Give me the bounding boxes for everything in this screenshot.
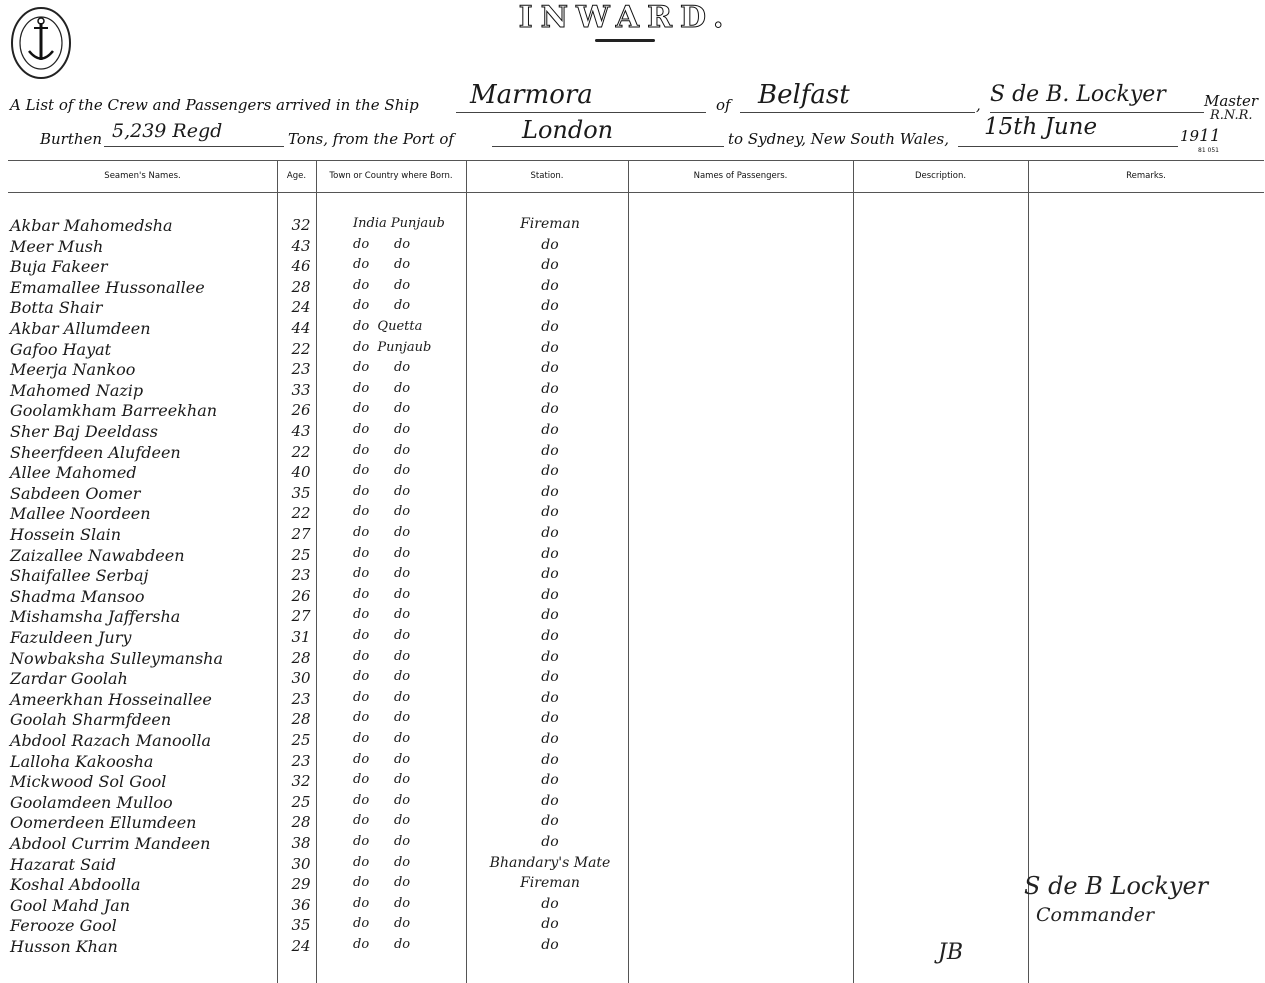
seaman-birthplace: do do xyxy=(353,277,411,293)
ship-field xyxy=(456,80,706,113)
department-seal xyxy=(10,6,72,81)
seaman-age: 28 xyxy=(291,813,311,832)
seaman-birthplace: do do xyxy=(353,607,411,623)
table-row xyxy=(8,937,1264,958)
master-suffix: R.N.R. xyxy=(1210,108,1253,123)
seaman-station: do xyxy=(541,360,559,377)
seaman-station: do xyxy=(541,442,559,459)
anchor-seal-icon xyxy=(10,6,72,81)
seaman-name: Oomerdeen Ellumdeen xyxy=(10,813,197,833)
seaman-name: Lalloha Kakoosha xyxy=(10,751,154,771)
seaman-birthplace: do do xyxy=(353,834,411,849)
arrival-date: 15th June xyxy=(984,114,1098,140)
seaman-birthplace: do Punjaub xyxy=(353,339,432,355)
seaman-station: do xyxy=(541,586,559,603)
list-intro: A List of the Crew and Passengers arrived in the Ship xyxy=(10,96,419,114)
initials-mark: JB xyxy=(938,940,963,965)
seaman-station: do xyxy=(541,669,559,686)
seaman-name: Sabdeen Oomer xyxy=(10,483,141,503)
form-number: 81 051 xyxy=(1198,147,1219,154)
seaman-station: do xyxy=(541,813,559,830)
seaman-age: 30 xyxy=(291,669,311,688)
seaman-name: Meerja Nankoo xyxy=(10,360,136,380)
seaman-birthplace: do do xyxy=(353,422,411,437)
seaman-station: do xyxy=(541,504,559,521)
seaman-birthplace: do do xyxy=(353,648,411,664)
table-row xyxy=(8,587,1264,608)
title-text: INWARD. xyxy=(518,0,732,35)
seaman-birthplace: do do xyxy=(353,463,411,479)
seaman-name: Sheerfdeen Alufdeen xyxy=(10,442,181,462)
seaman-name: Akbar Allumdeen xyxy=(10,319,151,338)
seaman-station: do xyxy=(541,401,559,418)
seaman-station: do xyxy=(541,277,559,294)
seaman-birthplace: do do xyxy=(353,792,411,808)
header-age: Age. xyxy=(286,171,307,181)
seaman-name: Zaizallee Nawabdeen xyxy=(10,545,185,565)
table-row xyxy=(8,278,1264,299)
seaman-age: 40 xyxy=(291,463,311,482)
seaman-birthplace: do do xyxy=(353,586,411,602)
seaman-age: 31 xyxy=(291,628,311,646)
seaman-age: 27 xyxy=(291,607,311,626)
seaman-name: Koshal Abdoolla xyxy=(10,875,141,895)
seaman-name: Gafoo Hayat xyxy=(10,339,112,359)
header-station: Station. xyxy=(530,171,564,181)
table-row xyxy=(8,463,1264,484)
seaman-name: Mallee Noordeen xyxy=(10,504,151,524)
seaman-station: do xyxy=(541,607,559,624)
seaman-station: do xyxy=(541,566,559,583)
seaman-birthplace: India Punjaub xyxy=(353,216,445,231)
seaman-age: 22 xyxy=(291,339,311,358)
burthen-value: 5,239 Regd xyxy=(112,120,223,142)
table-row xyxy=(8,607,1264,628)
seaman-name: Hazarat Said xyxy=(10,854,117,874)
seaman-station: do xyxy=(541,792,559,809)
seaman-birthplace: do do xyxy=(353,545,411,561)
seaman-station: do xyxy=(541,689,559,706)
table-row xyxy=(8,710,1264,731)
table-row xyxy=(8,628,1264,649)
seaman-birthplace: do do xyxy=(353,772,411,788)
seaman-age: 26 xyxy=(291,586,311,605)
date-field xyxy=(958,114,1178,147)
seaman-age: 44 xyxy=(291,319,311,337)
seaman-birthplace: do do xyxy=(353,525,411,540)
table-row xyxy=(8,752,1264,773)
commander-signature: S de B Lockyer xyxy=(1024,872,1209,900)
seaman-birthplace: do do xyxy=(353,504,411,520)
seaman-station: do xyxy=(541,319,559,335)
seaman-name: Abdool Razach Manoolla xyxy=(10,731,212,750)
seaman-station: do xyxy=(541,545,559,562)
header-bottom-rule xyxy=(8,192,1264,193)
table-row xyxy=(8,566,1264,587)
seaman-name: Mahomed Nazip xyxy=(10,380,144,400)
seaman-name: Mickwood Sol Gool xyxy=(10,772,167,792)
seaman-age: 28 xyxy=(291,277,311,296)
table-row xyxy=(8,669,1264,690)
seaman-birthplace: do do xyxy=(353,628,411,643)
table-row xyxy=(8,525,1264,546)
year xyxy=(1180,126,1221,146)
seaman-age: 26 xyxy=(291,401,311,420)
seaman-birthplace: do do xyxy=(353,380,411,396)
header-seamen-names: Seamen's Names. xyxy=(104,171,181,181)
seaman-age: 24 xyxy=(291,937,311,955)
seaman-name: Hossein Slain xyxy=(10,525,122,544)
of-label: of xyxy=(716,96,731,114)
year-prefix: 19 xyxy=(1180,127,1200,145)
seaman-age: 35 xyxy=(291,483,311,502)
table-row xyxy=(8,340,1264,361)
seaman-name: Abdool Currim Mandeen xyxy=(10,834,211,853)
seaman-age: 22 xyxy=(291,442,311,461)
burthen-field xyxy=(104,122,284,147)
seaman-age: 28 xyxy=(291,710,311,729)
seaman-birthplace: do do xyxy=(353,566,411,582)
header-born: Town or Country where Born. xyxy=(329,171,453,181)
seaman-age: 25 xyxy=(291,792,311,811)
seaman-age: 43 xyxy=(291,422,311,440)
seaman-birthplace: do do xyxy=(353,401,411,417)
seaman-station: do xyxy=(541,422,559,438)
ship-name: Marmora xyxy=(470,80,593,110)
seaman-name: Gool Mahd Jan xyxy=(10,895,131,915)
seaman-name: Goolamdeen Mulloo xyxy=(10,792,173,812)
seaman-age: 46 xyxy=(291,257,311,276)
seaman-name: Husson Khan xyxy=(10,937,118,956)
commander-title: Commander xyxy=(1036,904,1155,926)
seaman-birthplace: do do xyxy=(353,710,411,726)
tons-label: Tons, from the Port of xyxy=(288,130,454,148)
seaman-birthplace: do do xyxy=(353,895,411,911)
table-row xyxy=(8,546,1264,567)
seaman-station: Bhandary's Mate xyxy=(489,854,611,871)
table-row xyxy=(8,504,1264,525)
burthen-label: Burthen xyxy=(40,130,103,148)
header-description: Description. xyxy=(914,171,967,181)
table-row xyxy=(8,731,1264,752)
document-title xyxy=(470,0,780,42)
header-remarks: Remarks. xyxy=(1126,171,1166,181)
table-row xyxy=(8,813,1264,834)
registry-port: Belfast xyxy=(758,80,850,110)
seaman-name: Shaifallee Serbaj xyxy=(10,566,149,586)
table-row xyxy=(8,298,1264,319)
seaman-station: do xyxy=(541,257,559,274)
seaman-station: do xyxy=(541,751,559,768)
to-label: to Sydney, New South Wales, xyxy=(728,130,949,148)
seaman-age: 25 xyxy=(291,545,311,564)
seaman-name: Meer Mush xyxy=(10,236,104,256)
seaman-age: 28 xyxy=(291,648,311,667)
seaman-name: Nowbaksha Sulleymansha xyxy=(10,648,224,668)
seaman-station: do xyxy=(541,236,559,253)
seaman-birthplace: do Quetta xyxy=(353,319,423,334)
seaman-station: do xyxy=(541,339,559,356)
registry-field xyxy=(740,80,975,113)
table-row xyxy=(8,690,1264,711)
seaman-station: do xyxy=(541,483,559,500)
table-row xyxy=(8,443,1264,464)
seaman-station: do xyxy=(541,895,559,912)
seaman-birthplace: do do xyxy=(353,731,411,746)
seaman-birthplace: do do xyxy=(353,298,411,314)
seaman-station: Fireman xyxy=(520,875,580,892)
seaman-station: do xyxy=(541,937,559,953)
seaman-name: Goolamkham Barreekhan xyxy=(10,401,218,421)
table-row xyxy=(8,237,1264,258)
seaman-birthplace: do do xyxy=(353,360,411,376)
seaman-name: Mishamsha Jaffersha xyxy=(10,607,181,627)
table-row xyxy=(8,834,1264,855)
seaman-age: 23 xyxy=(291,360,311,379)
seaman-name: Buja Fakeer xyxy=(10,257,108,277)
seaman-name: Botta Shair xyxy=(10,298,103,318)
master-name: S de B. Lockyer xyxy=(990,82,1166,107)
seaman-station: do xyxy=(541,525,559,541)
seaman-station: do xyxy=(541,648,559,665)
seaman-birthplace: do do xyxy=(353,875,411,891)
seaman-age: 32 xyxy=(291,216,311,234)
table-row xyxy=(8,484,1264,505)
seaman-birthplace: do do xyxy=(353,813,411,829)
seaman-name: Zardar Goolah xyxy=(10,669,128,689)
seaman-name: Goolah Sharmfdeen xyxy=(10,710,172,730)
table-row xyxy=(8,649,1264,670)
seaman-station: do xyxy=(541,298,559,315)
seaman-birthplace: do do xyxy=(353,257,411,273)
table-row xyxy=(8,216,1264,237)
seaman-birthplace: do do xyxy=(353,751,411,767)
seaman-age: 38 xyxy=(291,834,311,852)
seaman-name: Shadma Mansoo xyxy=(10,586,145,606)
seaman-station: do xyxy=(541,628,559,644)
seaman-age: 32 xyxy=(291,772,311,791)
seaman-name: Allee Mahomed xyxy=(10,463,137,483)
seaman-age: 30 xyxy=(291,854,311,873)
seaman-birthplace: do do xyxy=(353,689,411,705)
seaman-birthplace: do do xyxy=(353,669,411,685)
seaman-name: Ameerkhan Hosseinallee xyxy=(10,689,212,709)
title-rule xyxy=(595,39,655,42)
seaman-station: do xyxy=(541,834,559,850)
seaman-birthplace: do do xyxy=(353,483,411,499)
seaman-age: 24 xyxy=(291,298,311,317)
year-suffix: 11 xyxy=(1199,126,1221,146)
seaman-age: 35 xyxy=(291,916,311,935)
table-row xyxy=(8,401,1264,422)
seaman-birthplace: do do xyxy=(353,854,411,870)
seaman-station: do xyxy=(541,772,559,789)
seaman-age: 43 xyxy=(291,236,311,255)
seaman-age: 33 xyxy=(291,380,311,399)
comma: , xyxy=(976,96,981,114)
seaman-station: do xyxy=(541,710,559,727)
seaman-age: 23 xyxy=(291,566,311,585)
seaman-station: do xyxy=(541,916,559,933)
seaman-station: do xyxy=(541,380,559,397)
seaman-birthplace: do do xyxy=(353,937,411,952)
table-row xyxy=(8,772,1264,793)
seaman-age: 22 xyxy=(291,504,311,523)
seaman-age: 25 xyxy=(291,731,311,749)
seaman-birthplace: do do xyxy=(353,236,411,252)
seaman-age: 23 xyxy=(291,751,311,770)
table-row xyxy=(8,381,1264,402)
table-row xyxy=(8,360,1264,381)
seaman-age: 36 xyxy=(291,895,311,914)
seaman-station: do xyxy=(541,463,559,480)
seaman-name: Emamallee Hussonallee xyxy=(10,277,205,297)
seaman-name: Fazuldeen Jury xyxy=(10,628,132,647)
master-field xyxy=(990,82,1204,113)
seaman-birthplace: do do xyxy=(353,442,411,458)
seaman-age: 29 xyxy=(291,875,311,894)
seaman-age: 27 xyxy=(291,525,311,543)
seaman-station: do xyxy=(541,731,559,747)
table-row xyxy=(8,319,1264,340)
table-row xyxy=(8,257,1264,278)
seaman-birthplace: do do xyxy=(353,916,411,932)
header-passengers: Names of Passengers. xyxy=(693,171,788,181)
crew-table xyxy=(8,160,1264,983)
seaman-age: 23 xyxy=(291,689,311,708)
table-row xyxy=(8,422,1264,443)
master-label: Master xyxy=(1204,92,1259,110)
from-port-field xyxy=(492,116,724,147)
from-port: London xyxy=(522,116,614,144)
table-row xyxy=(8,793,1264,814)
seaman-name: Sher Baj Deeldass xyxy=(10,422,158,441)
seaman-name: Akbar Mahomedsha xyxy=(10,216,173,235)
seaman-name: Ferooze Gool xyxy=(10,916,117,936)
seaman-station: Fireman xyxy=(520,216,580,232)
